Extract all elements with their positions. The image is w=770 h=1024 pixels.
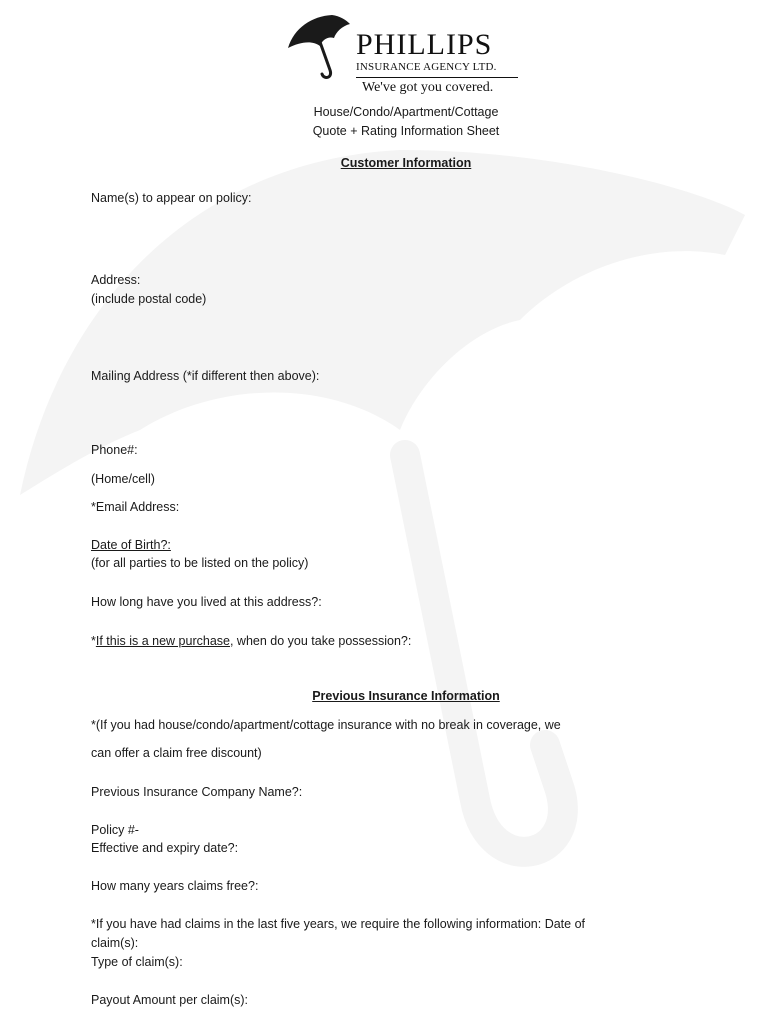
address-note: (include postal code) xyxy=(91,292,207,306)
names-label: Name(s) to appear on policy: xyxy=(91,191,252,205)
logo-tagline: We've got you covered. xyxy=(362,80,494,95)
logo-divider xyxy=(356,77,518,78)
possession-prefix: * xyxy=(91,634,96,648)
dob-label: Date of Birth?: xyxy=(91,538,171,552)
effective-expiry-label: Effective and expiry date?: xyxy=(91,841,239,855)
phone-note: (Home/cell) xyxy=(91,472,155,486)
possession-label xyxy=(91,633,411,650)
customer-info-heading: Customer Information xyxy=(340,156,472,170)
previous-insurance-heading: Previous Insurance Information xyxy=(312,689,500,703)
phone-label: Phone#: xyxy=(91,443,138,457)
new-purchase-text: If this is a new purchase xyxy=(95,634,230,648)
discount-note-line1: *(If you had house/condo/apartment/cottage insurance with no break in coverage, we xyxy=(91,718,561,732)
claim-type-label: Type of claim(s): xyxy=(91,955,183,969)
policy-number-label: Policy #- xyxy=(91,823,139,837)
dob-note: (for all parties to be listed on the policy) xyxy=(91,556,309,570)
discount-note-line2: can offer a claim free discount) xyxy=(91,746,262,760)
email-label: *Email Address: xyxy=(91,500,180,514)
payout-amount-label: Payout Amount per claim(s): xyxy=(91,993,249,1007)
document-title-line2: Quote + Rating Information Sheet xyxy=(312,124,500,138)
lived-label: How long have you lived at this address?: xyxy=(91,595,322,609)
mailing-address-label: Mailing Address (*if different then above): xyxy=(91,369,320,383)
years-claims-free-label: How many years claims free?: xyxy=(91,879,259,893)
logo-subtitle: INSURANCE AGENCY LTD. xyxy=(356,61,497,73)
address-label: Address: xyxy=(91,273,141,287)
document-title-line1: House/Condo/Apartment/Cottage xyxy=(313,105,499,119)
claims-info-line1: *If you have had claims in the last five years, we require the following information: Date of xyxy=(91,917,586,931)
claims-info-line2: claim(s): xyxy=(91,936,139,950)
logo-name: PHILLIPS xyxy=(356,28,493,61)
possession-rest: , when do you take possession?: xyxy=(229,634,412,648)
company-logo xyxy=(284,10,524,100)
umbrella-icon xyxy=(284,12,356,84)
previous-company-label: Previous Insurance Company Name?: xyxy=(91,785,303,799)
